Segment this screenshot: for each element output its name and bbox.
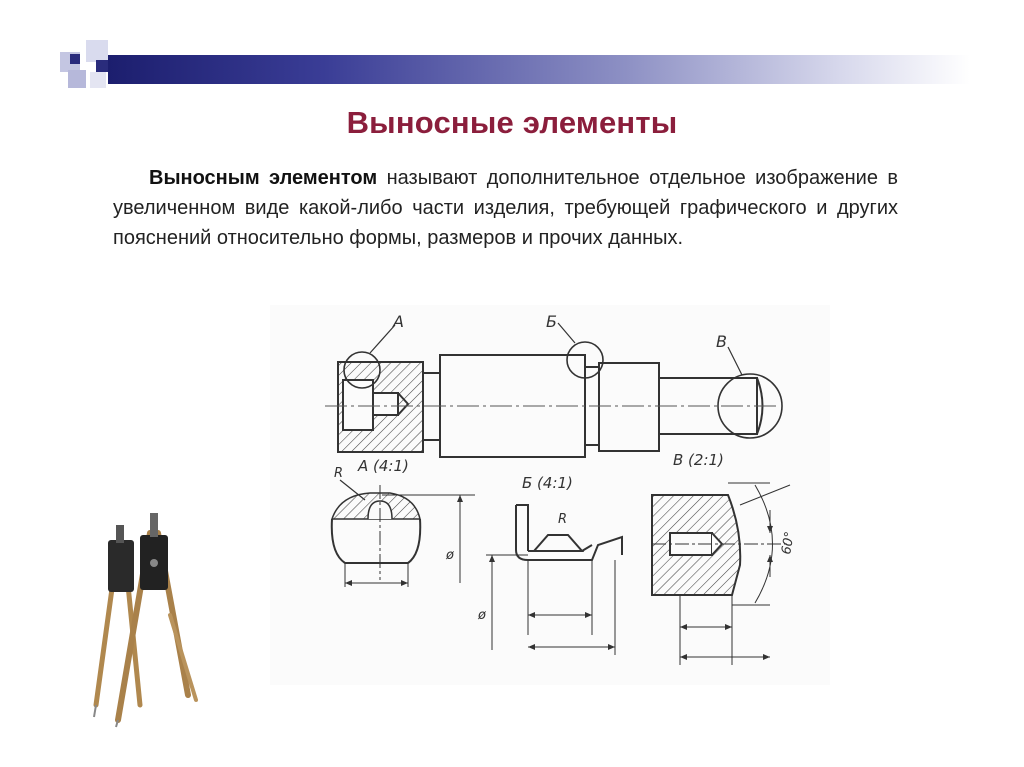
- slide-title: Выносные элементы: [346, 105, 678, 140]
- callout-label-v: В: [716, 332, 727, 351]
- detail-a-caption: А (4:1): [358, 457, 409, 475]
- detail-a-radius-label: R: [334, 466, 344, 481]
- definition-paragraph: [113, 163, 898, 253]
- detail-b-diameter-label: ø: [478, 608, 486, 623]
- decorative-squares-icon: [54, 38, 124, 98]
- technical-drawing: [270, 305, 830, 685]
- definition-term: Выносным элементом: [149, 167, 378, 189]
- callout-label-a: А: [393, 312, 404, 331]
- drawing-compass-icon: [78, 505, 238, 730]
- definition-text: называют дополнительное отдельное изображение в увеличенном виде какой-либо части изделия, требующей графического и других пояснений относительно формы, размеров и прочих данных.: [113, 167, 898, 249]
- detail-v-angle-label: 60°: [779, 530, 798, 556]
- callout-label-b: Б: [546, 312, 557, 331]
- detail-a-diameter-label: ø: [446, 548, 454, 563]
- detail-b-radius-label: R: [558, 512, 568, 527]
- detail-b-caption: Б (4:1): [522, 474, 573, 492]
- detail-v-caption: В (2:1): [673, 451, 724, 469]
- header-gradient-bar: [108, 55, 970, 84]
